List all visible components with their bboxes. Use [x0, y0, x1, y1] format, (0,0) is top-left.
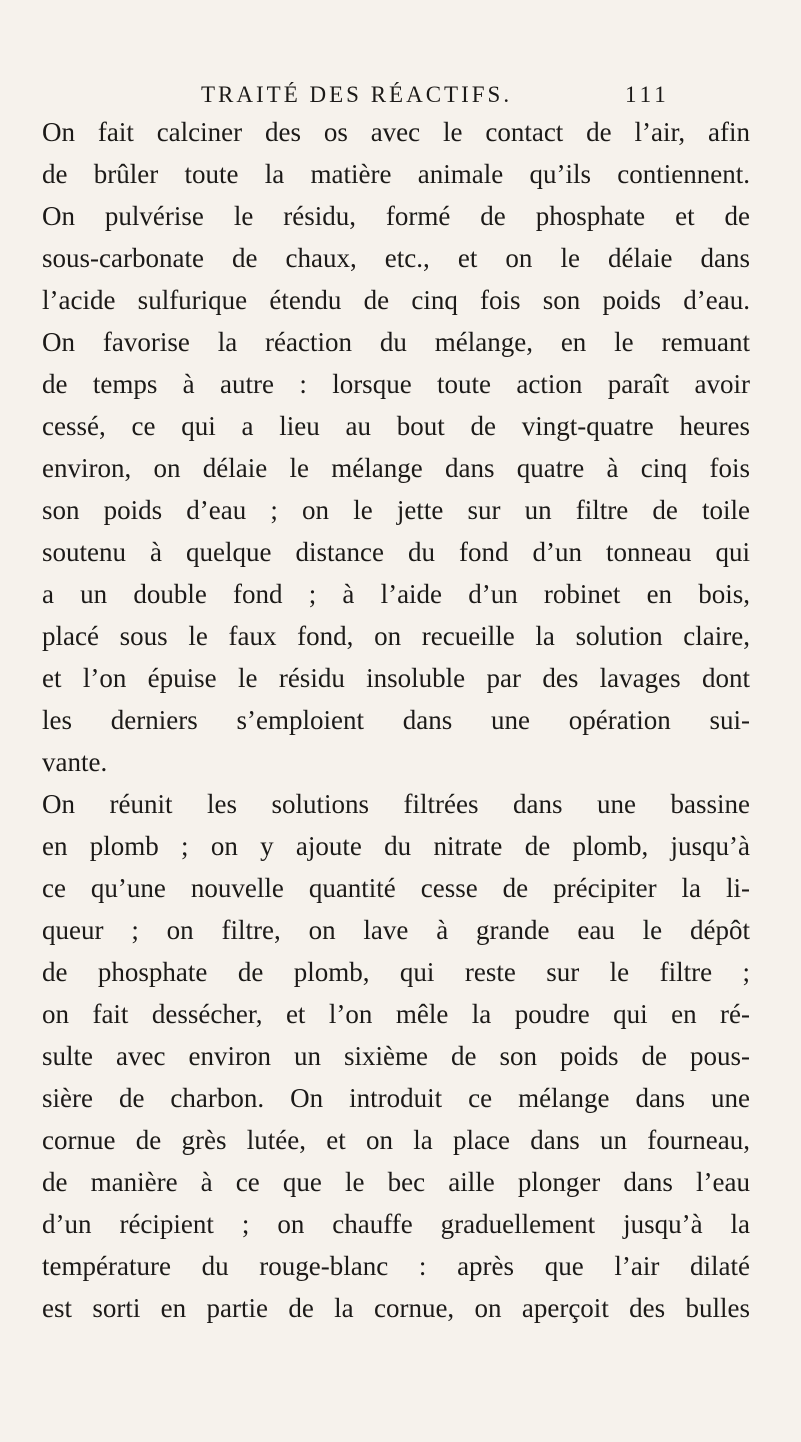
running-title: TRAITÉ DES RÉACTIFS. — [201, 82, 513, 107]
text-line: ce qu’une nouvelle quantité cesse de précipiter la li- — [42, 873, 750, 903]
page-number: 111 — [625, 82, 670, 107]
text-line: est sorti en partie de la cornue, on aperçoit des bulles — [42, 1293, 750, 1323]
text-line: sière de charbon. On introduit ce mélange dans une — [42, 1083, 750, 1113]
text-line: On favorise la réaction du mélange, en le remuant — [42, 327, 750, 357]
text-line: cessé, ce qui a lieu au bout de vingt-quatre heures — [42, 411, 750, 441]
text-line: On pulvérise le résidu, formé de phosphate et de — [42, 201, 750, 231]
text-line: On réunit les solutions filtrées dans une bassine — [42, 789, 750, 819]
text-line: son poids d’eau ; on le jette sur un filtre de toile — [42, 495, 750, 525]
running-head — [0, 80, 801, 110]
text-line: On fait calciner des os avec le contact de l’air, afin — [42, 117, 750, 147]
text-line: queur ; on filtre, on lave à grande eau le dépôt — [42, 915, 750, 945]
text-line: sous-carbonate de chaux, etc., et on le délaie dans — [42, 243, 750, 273]
text-line: on fait dessécher, et l’on mêle la poudre qui en ré- — [42, 999, 750, 1029]
text-line: température du rouge-blanc : après que l’air dilaté — [42, 1251, 750, 1281]
text-line: sulte avec environ un sixième de son poids de pous- — [42, 1041, 750, 1071]
text-line: en plomb ; on y ajoute du nitrate de plomb, jusqu’à — [42, 831, 750, 861]
text-line: l’acide sulfurique étendu de cinq fois son poids d’eau. — [42, 285, 750, 315]
text-line: de temps à autre : lorsque toute action paraît avoir — [42, 369, 750, 399]
text-line: de phosphate de plomb, qui reste sur le filtre ; — [42, 957, 750, 987]
text-line: de manière à ce que le bec aille plonger dans l’eau — [42, 1167, 750, 1197]
text-line: soutenu à quelque distance du fond d’un tonneau qui — [42, 537, 750, 567]
text-line: a un double fond ; à l’aide d’un robinet en bois, — [42, 579, 750, 609]
text-line: les derniers s’emploient dans une opération sui- — [42, 705, 750, 735]
text-line: de brûler toute la matière animale qu’ils contiennent. — [42, 159, 750, 189]
text-line: et l’on épuise le résidu insoluble par des lavages dont — [42, 663, 750, 693]
text-line: environ, on délaie le mélange dans quatre à cinq fois — [42, 453, 750, 483]
text-line: placé sous le faux fond, on recueille la solution claire, — [42, 621, 750, 651]
text-line: cornue de grès lutée, et on la place dans un fourneau, — [42, 1125, 750, 1155]
text-line: d’un récipient ; on chauffe graduellement jusqu’à la — [42, 1209, 750, 1239]
text-line: vante. — [42, 747, 108, 777]
